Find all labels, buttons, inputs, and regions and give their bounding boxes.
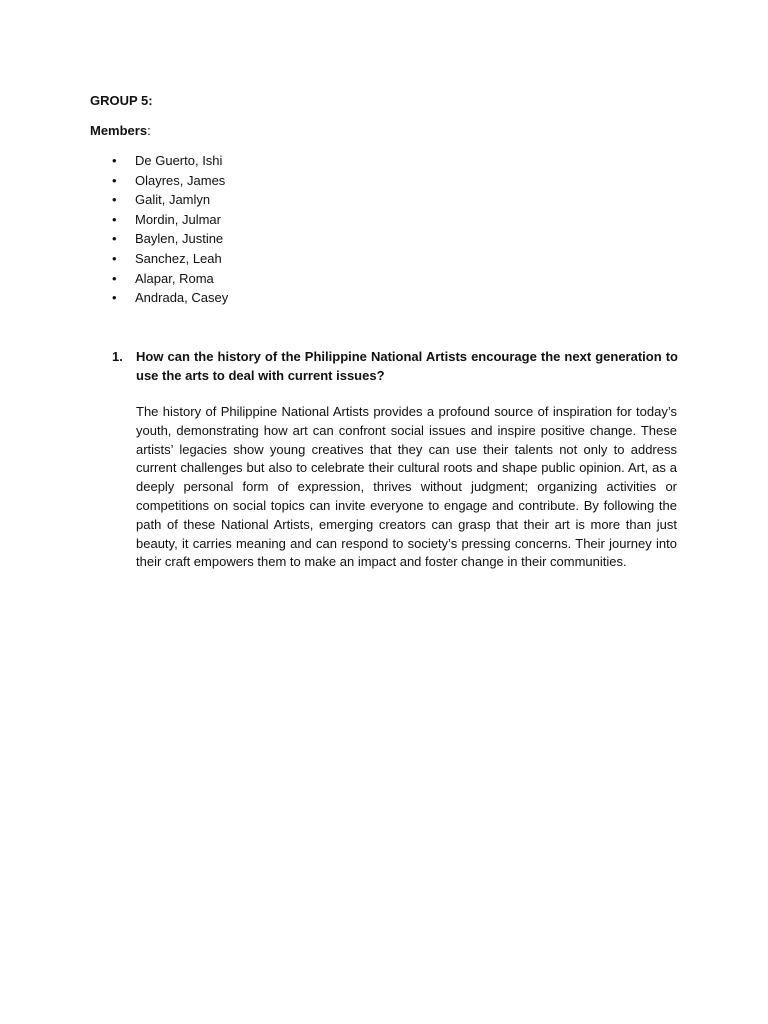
member-name: Olayres, James [135, 172, 226, 188]
bullet-icon: • [112, 231, 117, 247]
bullet-icon: • [112, 211, 117, 227]
member-name: De Guerto, Ishi [135, 153, 223, 168]
member-name: Baylen, Justine [135, 231, 224, 247]
bullet-icon: • [112, 192, 117, 208]
question-number: 1. [112, 349, 123, 364]
member-name: Sanchez, Leah [135, 250, 222, 266]
answer-paragraph: The history of Philippine National Artists provides a profound source of inspiration for today’s youth, demonstrating how art can confront social issues and inspire positive change. These artists’ legacies show young creatives that they can use their talents not only to address current challenges but also to celebrate their cultural roots and shape public opinion. Art, as a deeply personal form of expression, thrives without judgment; organizing activities or competitions on social topics can invite everyone to engage and contribute. By following the path of these National Artists, emerging creators can grasp that their art is more than just beauty, it carries meaning and can respond to society’s pressing concerns. Their journey into their craft empowers them to make an impact and foster change in their communities. [136, 404, 677, 570]
bullet-icon: • [112, 290, 117, 306]
member-name: Andrada, Casey [135, 290, 229, 306]
question-text: How can the history of the Philippine National Artists encourage the next generation to use the arts to deal with current issues? [136, 349, 678, 383]
member-name: Alapar, Roma [135, 270, 214, 286]
members-colon: : [147, 123, 151, 138]
bullet-icon: • [112, 172, 117, 188]
bullet-icon: • [112, 153, 117, 168]
members-label: Members [90, 123, 148, 138]
member-name: Mordin, Julmar [135, 211, 221, 227]
bullet-icon: • [112, 270, 117, 286]
member-name: Galit, Jamlyn [135, 192, 211, 208]
members-heading [90, 123, 151, 139]
bullet-icon: • [112, 250, 117, 266]
group-title: GROUP 5: [90, 93, 153, 108]
